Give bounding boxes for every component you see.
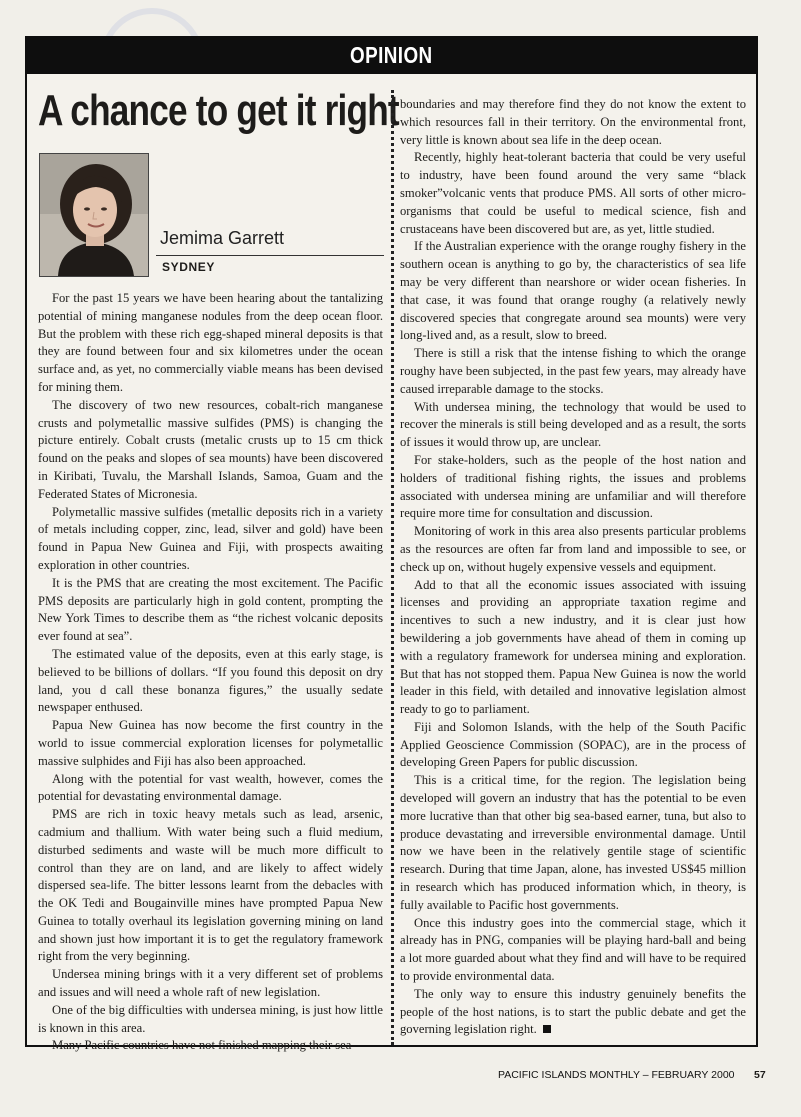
body-paragraph: Add to that all the economic issues associated with issuing licenses and providing an appropriate taxation regime and incentives to such a new industry, and it is clear just how bewildering a job governments have ahead of them in coming up with a regulatory framework for undersea mining and exploration. But that has not stopped them. Papua New Guinea is now the world leader in this field, with detailed and innovative legislation almost ready to go to parliament. xyxy=(400,577,746,717)
body-paragraph: It is the PMS that are creating the most excitement. The Pacific PMS deposits are particularly high in gold content, prompting the New York Times to describe them as “the richest volcanic deposits ever found at sea”. xyxy=(38,575,383,644)
body-paragraph: Papua New Guinea has now become the first country in the world to issue commercial exploration licenses for polymetallic massive sulphides and Fiji has also been approached. xyxy=(38,718,383,768)
body-paragraph: Along with the potential for vast wealth, however, comes the potential for devastating environmental damage. xyxy=(38,771,383,804)
body-paragraph: Fiji and Solomon Islands, with the help of the South Pacific Applied Geoscience Commission (SOPAC), are in the process of developing Green Papers for public discussion. xyxy=(400,719,746,770)
body-paragraph: Recently, highly heat-tolerant bacteria that could be very useful to industry, have been found around the very same “black smoker”volcanic vents that produce PMS. All sorts of other micro-organisms that could be useful to medical science, fish and crustaceans have been discovered but are, as yet, little studied. xyxy=(400,150,746,236)
section-banner xyxy=(25,36,758,74)
body-paragraph-final xyxy=(400,986,746,1039)
body-paragraph: boundaries and may therefore find they do not know the extent to which resources fall in their territory. On the environmental front, very little is known about sea life in the deep ocean. xyxy=(400,97,746,147)
body-paragraph: Once this industry goes into the commercial stage, which it already has in PNG, companies will be playing hard-ball and being a lot more guarded about what they find and will have to be required to provide environmental data. xyxy=(400,915,746,984)
article-column-right xyxy=(400,96,746,1039)
body-paragraph: Polymetallic massive sulfides (metallic deposits rich in a variety of metals including copper, zinc, lead, silver and gold) have been found in Papua New Guinea and Fiji, with prospects awaiting exploration in other countries. xyxy=(38,504,383,572)
body-paragraph: The estimated value of the deposits, even at this early stage, is believed to be billions of dollars. “If you found this deposit on dry land, you d call these bonanza figures,” the usually sedate newspaper enthused. xyxy=(38,646,383,715)
column-divider xyxy=(391,90,394,1045)
headline: A chance to get it right xyxy=(38,86,399,135)
body-paragraph: Monitoring of work in this area also presents particular problems as the resources are often far from land and impossible to see, or check up on, without hugely expensive vessels and equipment. xyxy=(400,524,746,574)
author-name: Jemima Garrett xyxy=(160,228,285,248)
body-paragraph: This is a critical time, for the region. The legislation being developed will govern an industry that has the potential to be even more lucrative than that other big sea-based earner, tuna, but also to produce devastating and irreversible environmental damage. Until now we have been in the relatively gentile stage of scientific research. During that time Japan, alone, has invested US$45 million in research which has produced information which, in theory, is fully available to Pacific host governments. xyxy=(400,773,746,912)
author-photo xyxy=(39,153,149,277)
body-paragraph: There is still a risk that the intense fishing to which the orange roughy have been subjected, in the past few years, may already have caused irreparable damage to the stocks. xyxy=(400,346,746,396)
page-number: 57 xyxy=(754,1069,766,1081)
author-portrait-image xyxy=(40,154,148,276)
dateline-location: SYDNEY xyxy=(162,260,215,274)
final-paragraph-text: The only way to ensure this industry genuinely benefits the people of the host nations, is to start the public debate and get the governing legislation right. xyxy=(400,986,746,1037)
body-paragraph: Undersea mining brings with it a very different set of problems and issues and will need a whole raft of new legislation. xyxy=(38,967,383,1000)
end-of-article-mark xyxy=(543,1025,551,1033)
body-paragraph: Many Pacific countries have not finished mapping their sea xyxy=(52,1038,352,1053)
body-paragraph: For the past 15 years we have been hearing about the tantalizing potential of mining manganese nodules from the deep ocean floor. But the problem with these rich egg-shaped mineral deposits is that they are found between four and six kilometres under the ocean surface and, as yet, no commercially viable means has been devised for mining them. xyxy=(38,291,383,394)
article-column-left xyxy=(38,290,383,1055)
publication-footer: PACIFIC ISLANDS MONTHLY – FEBRUARY 2000 xyxy=(498,1069,735,1081)
body-paragraph: With undersea mining, the technology that would be used to recover the minerals is still being developed and as a result, the sorts of issues it would throw up, are unclear. xyxy=(400,399,746,450)
body-paragraph: The discovery of two new resources, cobalt-rich manganese crusts and polymetallic massive sulfides (PMS) is changing the picture entirely. Cobalt crusts (metalic crusts up to 15 cm thick found on the peaks and slopes of sea mounts) have been discovered in Kiribati, Tuvalu, the Marshall Islands, Samoa, Guam and the Federated States of Micronesia. xyxy=(38,397,383,501)
body-paragraph: One of the big difficulties with undersea mining, is just how little is known in this area. xyxy=(38,1002,383,1035)
body-paragraph: If the Australian experience with the orange roughy fishery in the southern ocean is anything to go by, the characteristics of sea life may be very different than nearshore or wider ocean fisheries. In that case, it was found that orange roughy (a relatively newly discovered species that congregate around sea mounts) were very long-lived and, as a result, slow to breed. xyxy=(400,239,746,343)
body-paragraph: PMS are rich in toxic heavy metals such as lead, arsenic, cadmium and thallium. With water being such a fluid medium, disturbed sediments and waste will be much more difficult to control than they are on land, and are likely to affect widely dispersed sea-life. The bitter lessons learnt from the debacles with the OK Tedi and Bougainville mines have prompted Papua New Guinea to totally overhaul its legislation governing mining on land and shown just how important it is to get the regulatory framework right from the very beginning. xyxy=(38,807,383,964)
section-label: OPINION xyxy=(350,41,433,68)
body-paragraph: For stake-holders, such as the people of the host nation and holders of traditional fishing rights, the issues and problems associated with undersea mining are unfamiliar and will therefore require more time for consultation and discussion. xyxy=(400,452,746,521)
byline-rule xyxy=(156,255,384,256)
